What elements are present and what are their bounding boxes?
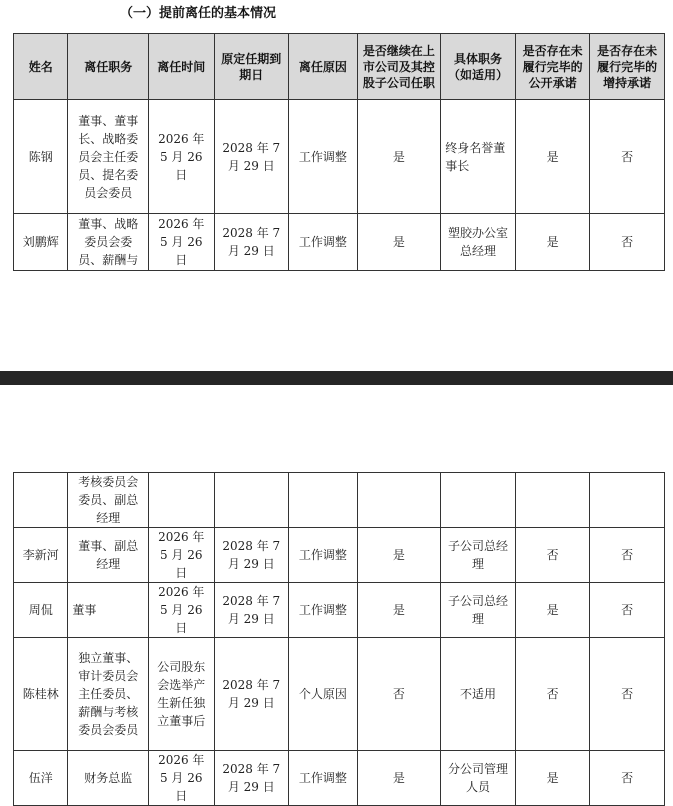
cell-name: 陈桂林 [14,638,68,751]
cell-continue: 是 [357,100,441,214]
cell-leave-date: 2026 年 5 月 26 日 [149,583,215,638]
cell-public-commit: 是 [515,214,590,271]
cell-specific: 塑胶办公室总经理 [441,214,516,271]
cell-position: 董事、战略委员会委员、薪酬与 [68,214,149,271]
header-public-commit: 是否存在未履行完毕的公开承诺 [515,34,590,100]
header-reason: 离任原因 [289,34,358,100]
header-continue: 是否继续在上市公司及其控股子公司任职 [357,34,441,100]
cell-leave-date: 2026 年 5 月 26 日 [149,528,215,583]
header-leave-date: 离任时间 [149,34,215,100]
cell-reason: 工作调整 [289,528,358,583]
section-title: （一）提前离任的基本情况 [120,6,277,21]
cell-name: 李新河 [14,528,68,583]
header-term-end: 原定任期到期日 [214,34,289,100]
cell-term-end: 2028 年 7 月 29 日 [214,751,289,806]
cell-name [14,473,68,528]
cell-public-commit: 是 [515,751,590,806]
cell-increase-commit: 否 [590,638,665,751]
cell-reason: 工作调整 [289,751,358,806]
cell-continue: 是 [357,751,441,806]
cell-specific: 终身名誉董事长 [441,100,516,214]
cell-continue: 否 [357,638,441,751]
table-row [14,528,665,583]
table-row [14,214,665,271]
cell-specific: 子公司总经理 [441,583,516,638]
cell-position: 财务总监 [68,751,149,806]
cell-reason: 个人原因 [289,638,358,751]
cell-name: 陈钢 [14,100,68,214]
cell-name: 刘鹏辉 [14,214,68,271]
cell-increase-commit [590,473,665,528]
cell-name: 周侃 [14,583,68,638]
cell-leave-date [149,473,215,528]
cell-public-commit [515,473,590,528]
cell-reason: 工作调整 [289,100,358,214]
cell-increase-commit: 否 [590,751,665,806]
cell-leave-date: 2026 年 5 月 26 日 [149,100,215,214]
cell-position: 董事 [68,583,149,638]
cell-position: 董事、董事长、战略委员会主任委员、提名委员会委员 [68,100,149,214]
cell-specific: 子公司总经理 [441,528,516,583]
cell-leave-date: 2026 年 5 月 26 日 [149,214,215,271]
cell-public-commit: 否 [515,528,590,583]
cell-specific: 分公司管理人员 [441,751,516,806]
cell-specific: 不适用 [441,638,516,751]
header-increase-commit: 是否存在未履行完毕的增持承诺 [590,34,665,100]
cell-public-commit: 是 [515,583,590,638]
cell-term-end: 2028 年 7 月 29 日 [214,528,289,583]
departure-table-page1 [13,33,665,271]
departure-table-page2 [13,472,665,806]
cell-term-end [214,473,289,528]
cell-leave-date: 公司股东会选举产生新任独立董事后 [149,638,215,751]
cell-increase-commit: 否 [590,214,665,271]
cell-increase-commit: 否 [590,583,665,638]
header-position: 离任职务 [68,34,149,100]
table-row [14,473,665,528]
cell-position: 考核委员会委员、副总经理 [68,473,149,528]
cell-continue [357,473,441,528]
page-break-bar [0,371,673,385]
table-row [14,583,665,638]
table-header-row [14,34,665,100]
cell-reason: 工作调整 [289,583,358,638]
cell-public-commit: 否 [515,638,590,751]
table-row [14,638,665,751]
cell-increase-commit: 否 [590,528,665,583]
cell-term-end: 2028 年 7 月 29 日 [214,100,289,214]
cell-reason: 工作调整 [289,214,358,271]
cell-name: 伍洋 [14,751,68,806]
header-specific: 具体职务（如适用） [441,34,516,100]
cell-continue: 是 [357,528,441,583]
cell-specific [441,473,516,528]
header-name: 姓名 [14,34,68,100]
cell-reason [289,473,358,528]
cell-continue: 是 [357,583,441,638]
cell-increase-commit: 否 [590,100,665,214]
cell-public-commit: 是 [515,100,590,214]
cell-term-end: 2028 年 7 月 29 日 [214,638,289,751]
cell-term-end: 2028 年 7 月 29 日 [214,583,289,638]
cell-leave-date: 2026 年 5 月 26 日 [149,751,215,806]
cell-continue: 是 [357,214,441,271]
cell-term-end: 2028 年 7 月 29 日 [214,214,289,271]
cell-position: 董事、副总经理 [68,528,149,583]
table-row [14,100,665,214]
cell-position: 独立董事、审计委员会主任委员、薪酬与考核委员会委员 [68,638,149,751]
